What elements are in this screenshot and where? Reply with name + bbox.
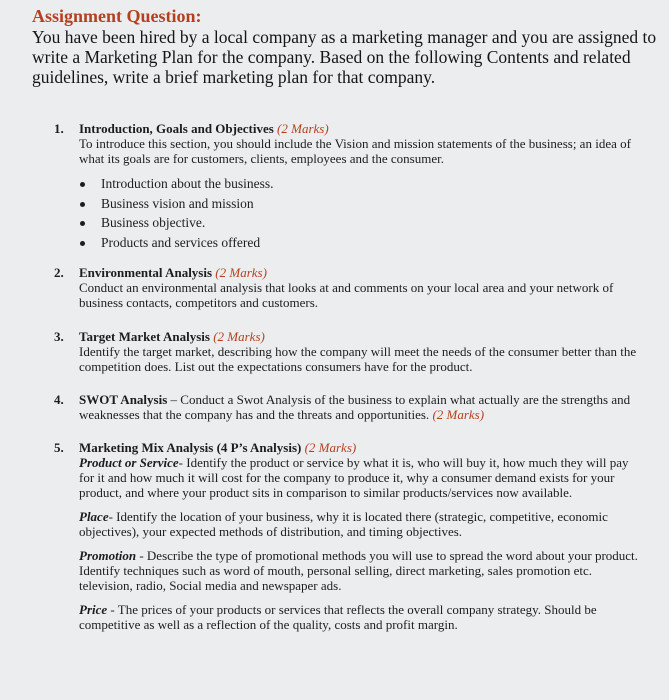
marks-label: (2 Marks) (432, 407, 485, 422)
product-paragraph (79, 455, 644, 500)
place-text: - Identify the location of your business, why it is located there (strategic, competitive, economic objectives), your expected methods of distribution, and timing objectives. (79, 509, 608, 539)
question-number: 1. (54, 121, 64, 136)
list-item: Business vision and mission (78, 194, 644, 214)
question-title: Target Market Analysis (79, 329, 210, 344)
price-text: - The prices of your products or services that reflects the overall company strategy. Should be competitive as well as a reflection of the quality, costs and profit margin. (79, 602, 597, 632)
question-2 (54, 265, 644, 310)
question-4 (54, 392, 644, 422)
question-3 (54, 329, 644, 374)
question-text: To introduce this section, you should include the Vision and mission statements of the business; an idea of what its goals are for customers, clients, employees and the consumer. (79, 136, 631, 166)
list-item: Introduction about the business. (78, 174, 644, 194)
question-5 (54, 440, 644, 632)
question-title: Environmental Analysis (79, 265, 213, 280)
question-number: 2. (54, 265, 64, 280)
question-title: Introduction, Goals and Objectives (79, 121, 274, 136)
price-label: Price (79, 602, 108, 617)
question-title: Marketing Mix Analysis (4 P’s Analysis) (79, 440, 302, 455)
promotion-text: - Describe the type of promotional methods you will use to spread the word about your product. Identify techniques such as word of mouth, personal selling, direct marketing, sales promotion etc. television, radio, Social media and newspaper ads. (79, 548, 638, 593)
question-text: Conduct an environmental analysis that looks at and comments on your local area and your network of business contacts, competitors and customers. (79, 280, 614, 310)
place-paragraph (79, 509, 644, 539)
price-paragraph (79, 602, 644, 632)
promotion-paragraph (79, 548, 644, 593)
question-title: SWOT Analysis (79, 392, 168, 407)
marks-label: (2 Marks) (277, 121, 329, 136)
question-1 (54, 121, 644, 252)
marks-label: (2 Marks) (215, 265, 267, 280)
product-label: Product or Service (79, 455, 179, 470)
place-label: Place (79, 509, 109, 524)
question-text: – Conduct a Swot Analysis of the business to explain what actually are the strengths and weaknesses that the company has and the threats and opportunities. (79, 392, 631, 422)
product-text: - Identify the product or service by what it is, who will buy it, how much they will pay for it and how much it will cost for the company to produce it, why a consumer demand exists for your product, and where your product sits in comparison to similar products/services now available. (79, 455, 629, 500)
marks-label: (2 Marks) (213, 329, 265, 344)
list-item: Business objective. (78, 213, 644, 233)
marks-label: (2 Marks) (304, 440, 357, 455)
question-number: 5. (54, 440, 64, 455)
question-number: 3. (54, 329, 64, 344)
list-item: Products and services offered (78, 233, 644, 253)
bullet-list (54, 174, 644, 252)
assignment-heading: Assignment Question: (32, 6, 202, 26)
question-number: 4. (54, 392, 64, 407)
promotion-label: Promotion (79, 548, 137, 563)
question-text: Identify the target market, describing how the company will meet the needs of the consumer better than the competition does. List out the expectations consumers have for the product. (79, 344, 637, 374)
intro-paragraph: You have been hired by a local company as a marketing manager and you are assigned to write a Marketing Plan for the company. Based on the following Contents and related guidelines, write a brief marketing plan for that company. (32, 27, 657, 87)
